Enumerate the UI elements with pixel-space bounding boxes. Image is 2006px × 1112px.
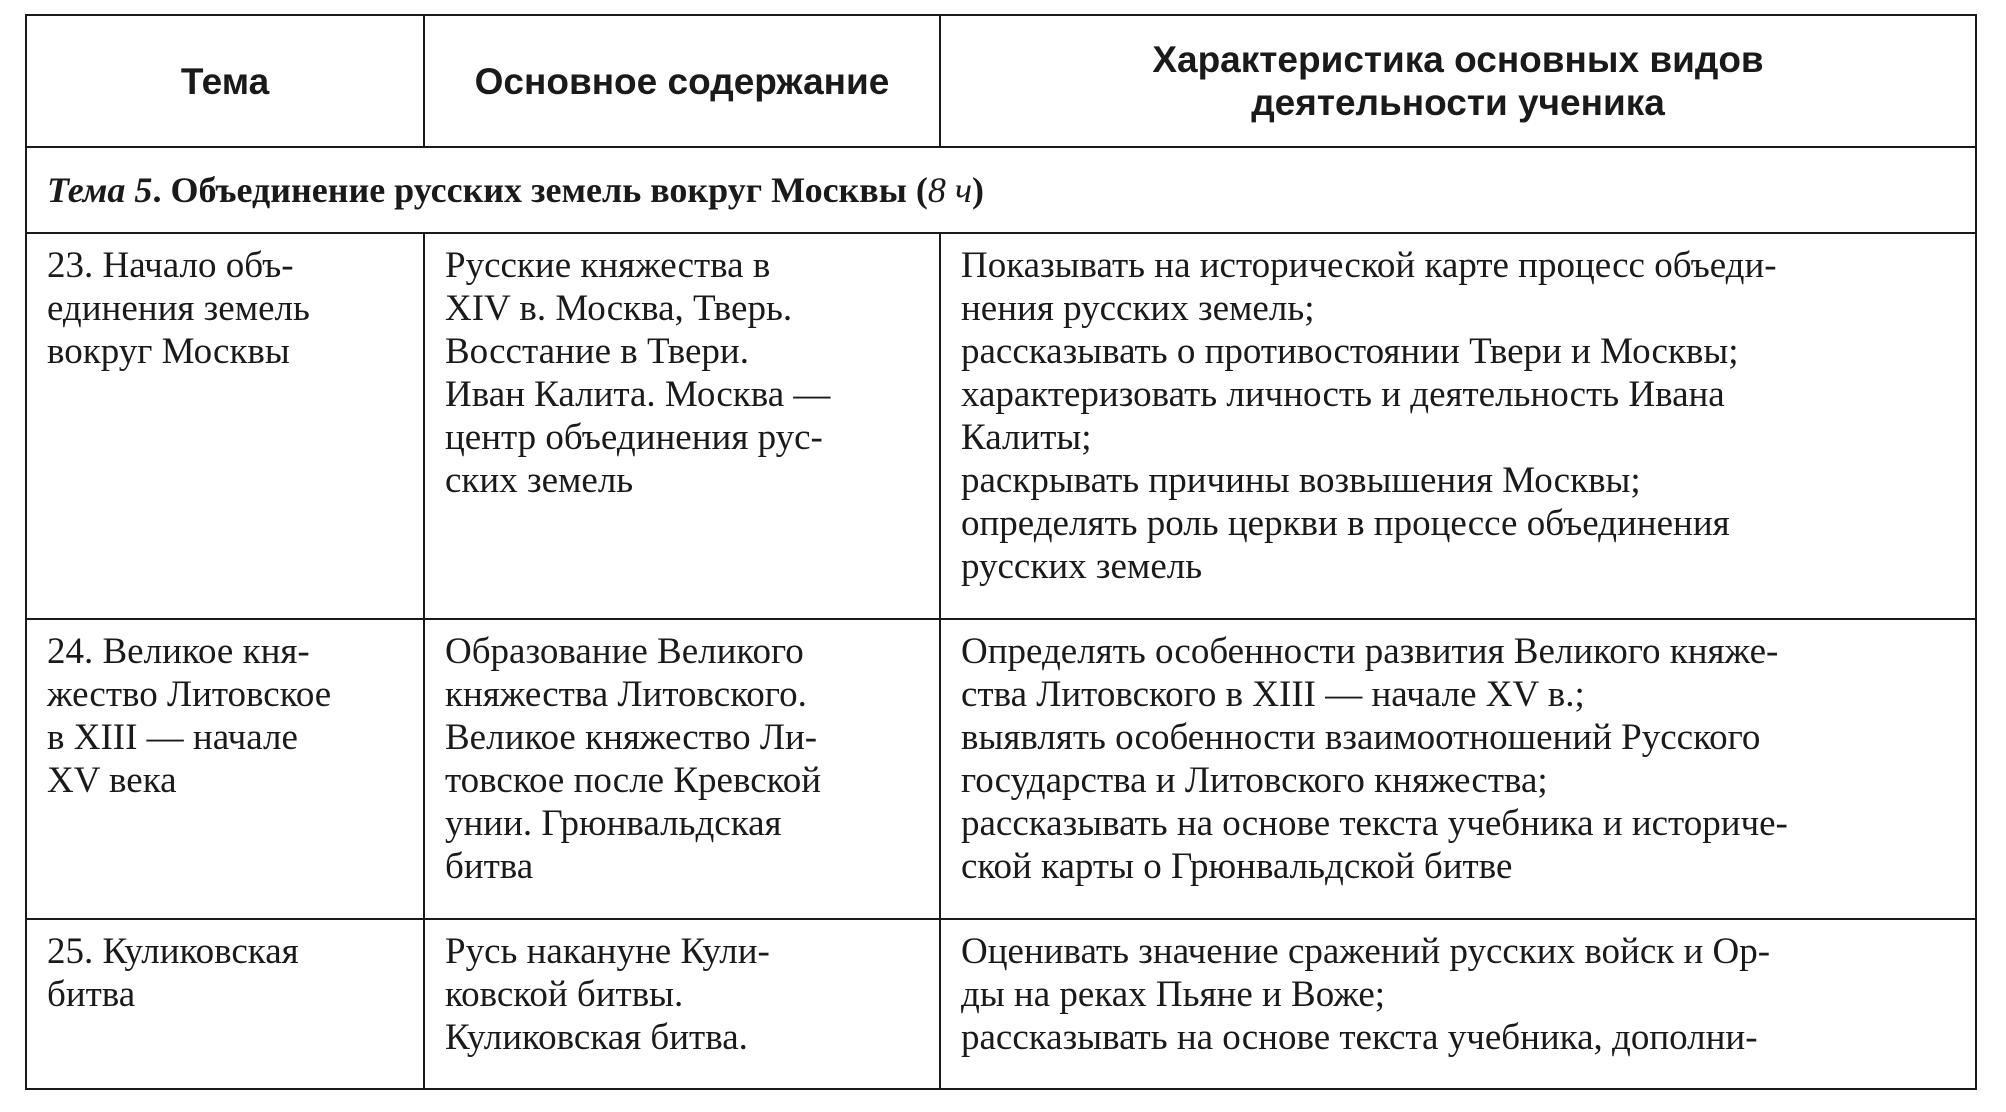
row-content (425, 630, 939, 888)
topic-line: в XIII — начале (47, 717, 298, 758)
activity-line: выявлять особенности взаимоотношений Русского (961, 717, 1761, 758)
topic-line: 24. Великое кня- (47, 631, 310, 672)
content-line: Русь накануне Кули- (445, 931, 770, 972)
header-content (425, 16, 939, 146)
topic-line: жество Литовское (47, 674, 332, 715)
content-line: Восстание в Твери. (445, 331, 749, 372)
topic-line: 23. Начало объ- (47, 245, 294, 286)
row-topic (27, 630, 423, 802)
content-line: Иван Калита. Москва — (445, 374, 831, 415)
curriculum-table (25, 14, 1977, 1090)
activity-line: раскрывать причины возвышения Москвы; (961, 460, 1641, 501)
activity-line: рассказывать на основе текста учебника, дополни- (961, 1017, 1758, 1058)
topic-line: битва (47, 974, 136, 1015)
topic-line: единения земель (47, 288, 310, 329)
content-line: Русские княжества в (445, 245, 771, 286)
content-line: Великое княжество Ли- (445, 717, 818, 758)
content-line: XIV в. Москва, Тверь. (445, 288, 793, 329)
activity-line: нения русских земель; (961, 288, 1315, 329)
activity-line: русских земель (961, 546, 1203, 587)
topic-line: вокруг Москвы (47, 331, 290, 372)
activity-line: Показывать на исторической карте процесс объеди- (961, 245, 1777, 286)
activity-line: характеризовать личность и деятельность Ивана (961, 374, 1725, 415)
row-divider (27, 918, 1975, 920)
header-activity-line: Характеристика основных видов (1152, 39, 1764, 80)
activity-line: определять роль церкви в процессе объединения (961, 503, 1730, 544)
header-topic-text: Тема (180, 60, 270, 102)
activity-line: рассказывать на основе текста учебника и историче- (961, 803, 1788, 844)
row-activity (941, 244, 1975, 588)
content-line: товское после Кревской (445, 760, 822, 801)
row-topic (27, 244, 423, 373)
section-close: ) (972, 170, 985, 210)
activity-line: Калиты; (961, 417, 1092, 458)
content-line: ковской битвы. (445, 974, 684, 1015)
activity-line: Оценивать значение сражений русских войск и Ор- (961, 931, 1771, 972)
header-topic (27, 16, 423, 146)
row-divider (27, 618, 1975, 620)
section-hours: 8 ч (927, 170, 973, 210)
row-divider (27, 232, 1975, 234)
row-topic (27, 930, 423, 1016)
content-line: ских земель (445, 460, 634, 501)
topic-line: 25. Куликовская (47, 931, 299, 972)
activity-line: Определять особенности развития Великого княже- (961, 631, 1779, 672)
header-activity-line: деятельности ученика (1251, 82, 1665, 123)
topic-line: XV века (47, 760, 177, 801)
header-content-text: Основное содержание (474, 60, 890, 102)
row-activity (941, 630, 1975, 888)
content-line: битва (445, 846, 534, 887)
activity-line: ды на реках Пьяне и Воже; (961, 974, 1386, 1015)
row-content (425, 930, 939, 1059)
activity-line: ской карты о Грюнвальдской битве (961, 846, 1513, 887)
section-name: . Объединение русских земель вокруг Москвы ( (152, 170, 928, 210)
content-line: унии. Грюнвальдская (445, 803, 782, 844)
content-line: Образование Великого (445, 631, 804, 672)
section-label: Тема 5 (47, 170, 153, 210)
row-content (425, 244, 939, 502)
content-line: княжества Литовского. (445, 674, 807, 715)
activity-line: ства Литовского в XIII — начале XV в.; (961, 674, 1585, 715)
activity-line: государства и Литовского княжества; (961, 760, 1548, 801)
content-line: центр объединения рус- (445, 417, 823, 458)
section-title (27, 148, 1975, 232)
row-activity (941, 930, 1975, 1059)
content-line: Куликовская битва. (445, 1017, 748, 1058)
activity-line: рассказывать о противостоянии Твери и Москвы; (961, 331, 1739, 372)
header-activity (941, 16, 1975, 146)
